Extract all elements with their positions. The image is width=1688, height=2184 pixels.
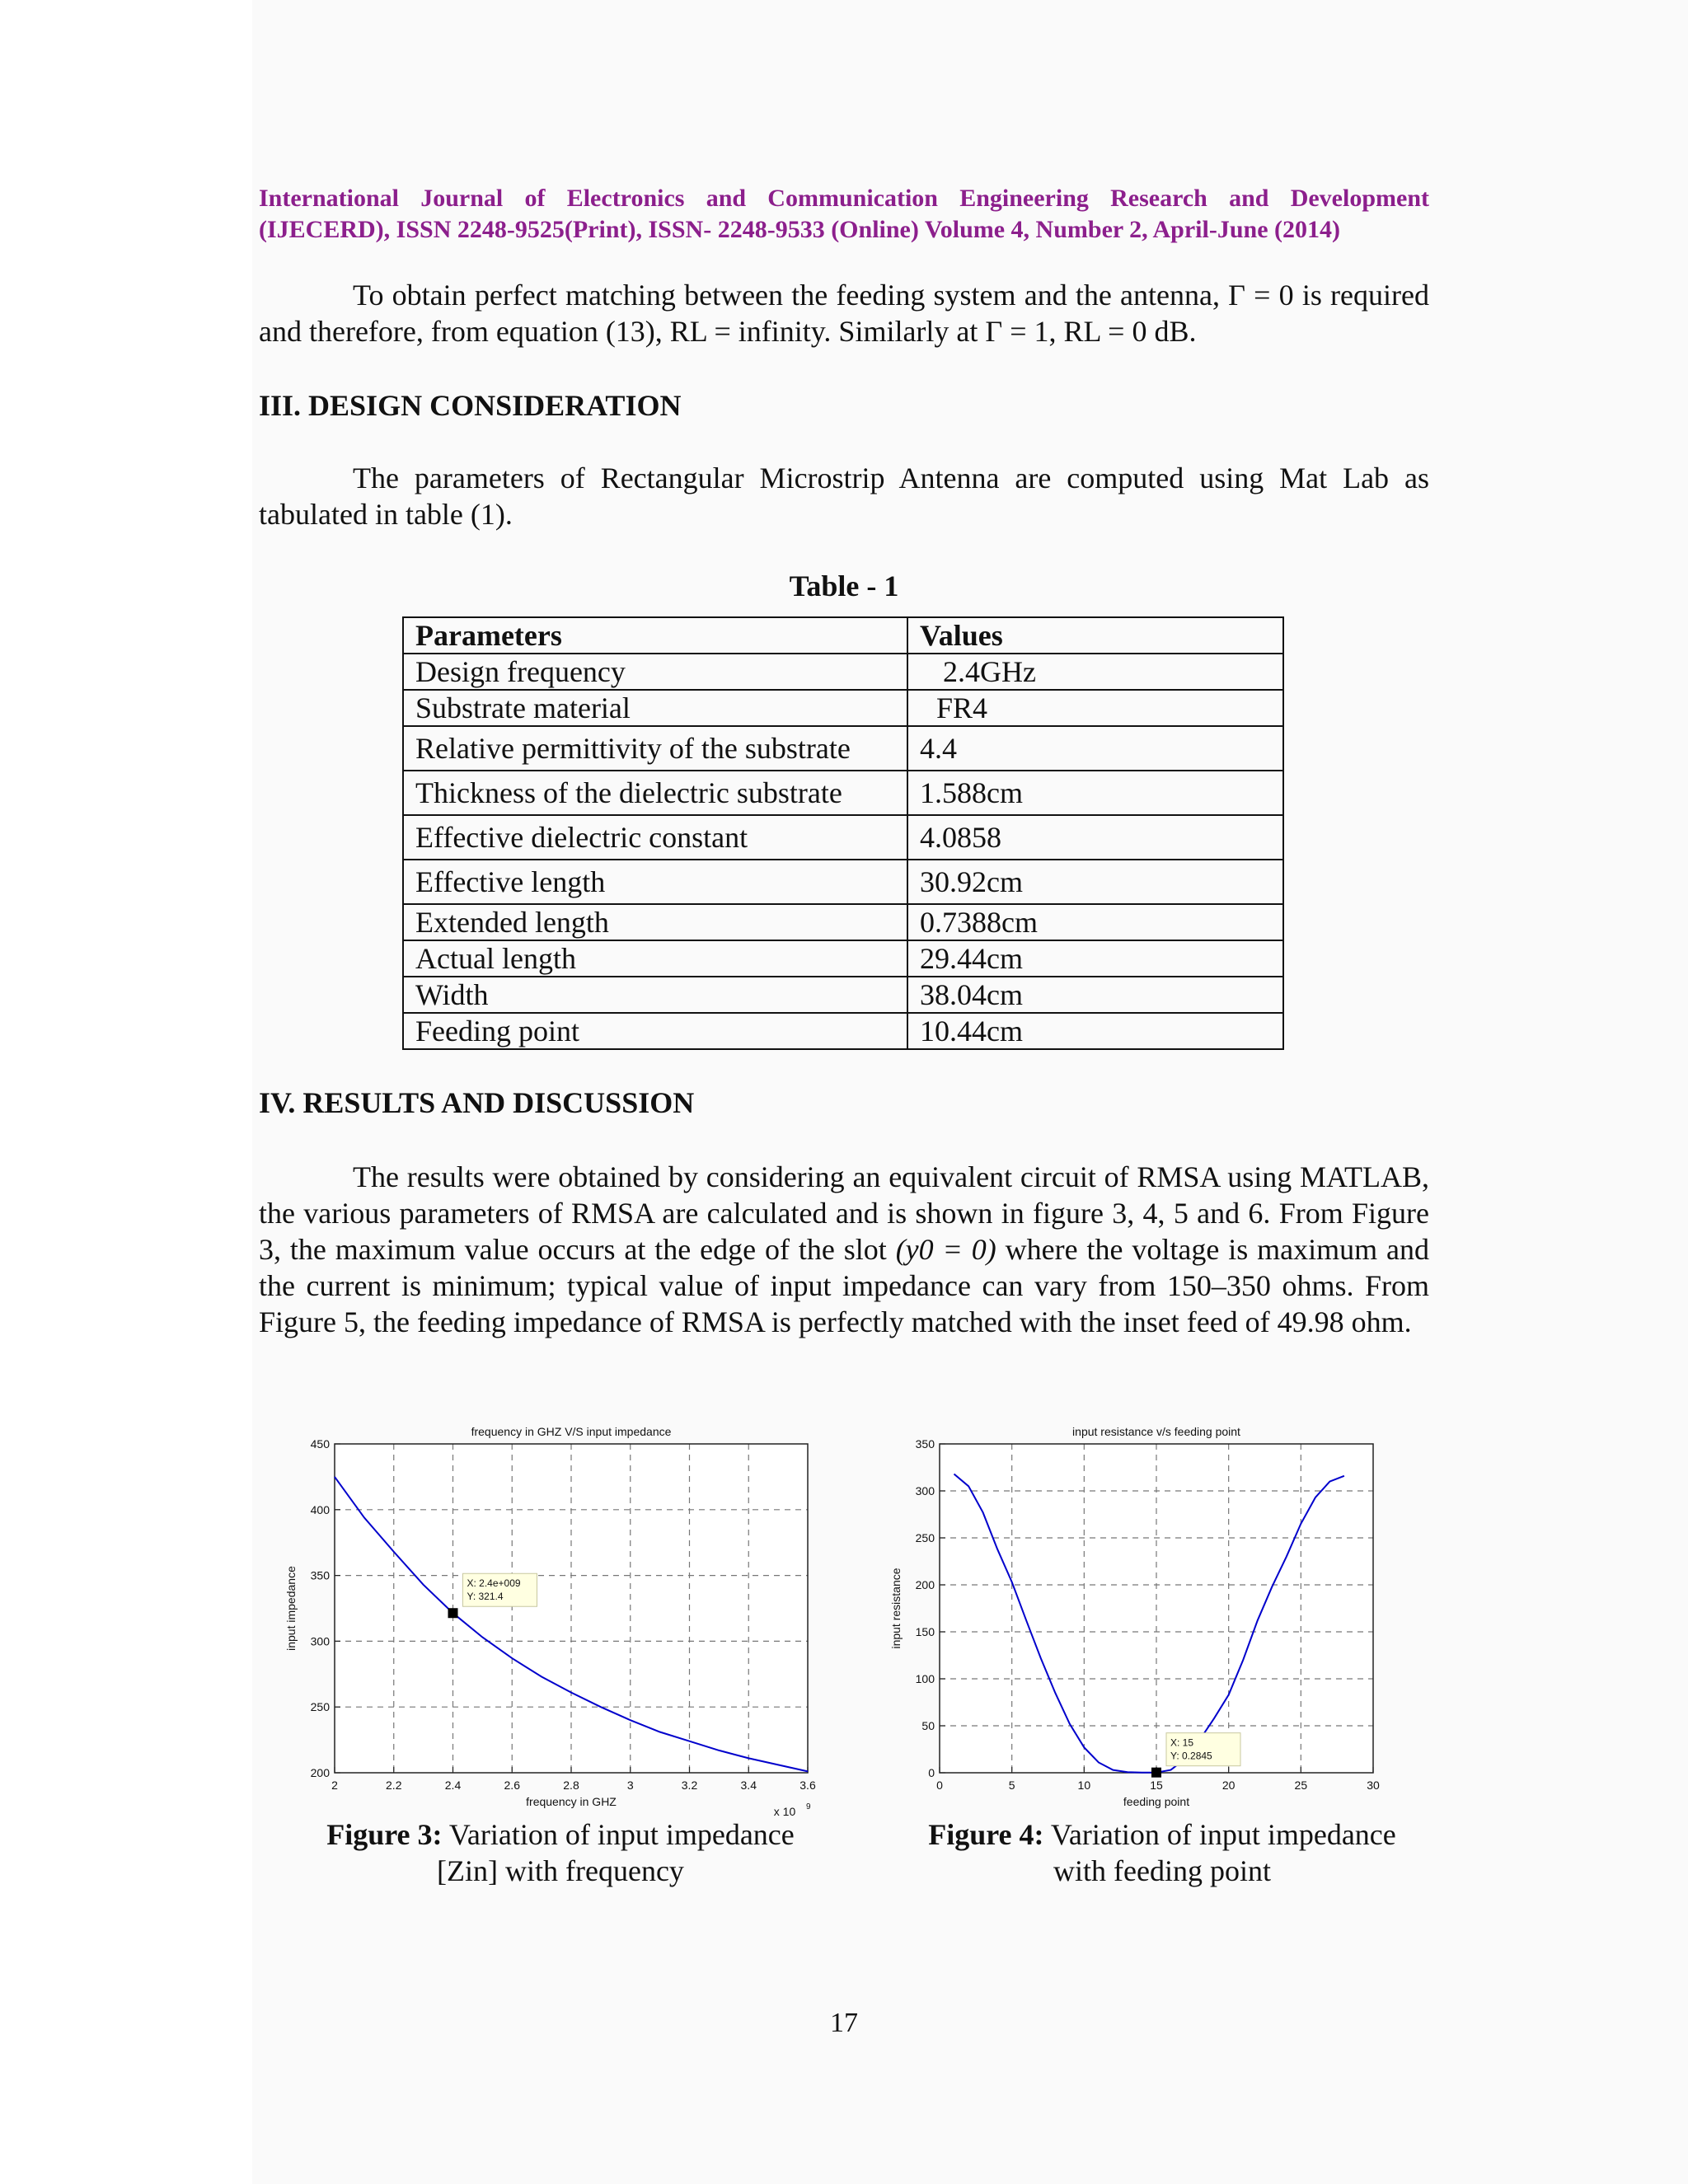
figure4-chart: [882, 1416, 1385, 1821]
table-cell: 2.4GHz: [907, 654, 1283, 690]
chart-title: input resistance v/s feeding point: [1072, 1425, 1240, 1438]
table-cell: Relative permittivity of the substrate: [403, 726, 907, 771]
table-cell: 38.04cm: [907, 977, 1283, 1013]
table-cell: Actual length: [403, 940, 907, 977]
figure4-plot: [882, 1416, 1385, 1821]
x-tick-label: 20: [1221, 1779, 1236, 1792]
table-row: [403, 771, 1283, 815]
x-tick-label: 2: [331, 1779, 338, 1792]
y-axis-label: input resistance: [889, 1568, 903, 1649]
x-tick-label: 15: [1150, 1779, 1163, 1792]
figure3-caption-text: Variation of input impedance [Zin] with frequency: [437, 1818, 795, 1887]
x-tick-label: 3.4: [740, 1779, 757, 1792]
y-tick-label: 350: [310, 1568, 330, 1582]
y-tick-label: 200: [915, 1578, 935, 1591]
table-cell: FR4: [907, 690, 1283, 726]
figure4-caption-text: Variation of input impedance with feeding point: [1050, 1818, 1396, 1887]
table-cell: Effective dielectric constant: [403, 815, 907, 860]
section-heading-results: IV. RESULTS AND DISCUSSION: [259, 1086, 695, 1119]
y-tick-label: 400: [310, 1502, 330, 1516]
y-tick-label: 450: [310, 1437, 330, 1451]
table-caption: Table - 1: [789, 569, 899, 602]
datatip-x: X: 15: [1170, 1736, 1194, 1749]
datatip-marker: [448, 1608, 458, 1618]
table-cell: Design frequency: [403, 654, 907, 690]
table-cell: 29.44cm: [907, 940, 1283, 977]
y-tick-label: 300: [310, 1634, 330, 1648]
table-row: [403, 860, 1283, 904]
table-row: [403, 1013, 1283, 1049]
chart-title: frequency in GHZ V/S input impedance: [471, 1425, 672, 1438]
figure3-chart: [280, 1416, 841, 1821]
x-tick-label: 30: [1367, 1779, 1380, 1792]
table-cell: Extended length: [403, 904, 907, 940]
figure4-label: Figure 4:: [928, 1818, 1044, 1851]
journal-header-line2: (IJECERD), ISSN 2248-9525(Print), ISSN- 2248-9533 (Online) Volume 4, Number 2, April-June (2014): [259, 216, 1341, 243]
journal-header: [259, 183, 1429, 246]
x-tick-label: 25: [1294, 1779, 1308, 1792]
y-tick-label: 300: [915, 1484, 935, 1497]
table-row: [403, 940, 1283, 977]
x-tick-label: 0: [936, 1779, 943, 1792]
table-cell: Effective length: [403, 860, 907, 904]
x-tick-label: 2.4: [444, 1779, 462, 1792]
x-tick-label: 5: [1008, 1779, 1015, 1792]
y-axis-label: input impedance: [284, 1566, 298, 1651]
figure3-caption: [297, 1816, 824, 1889]
table-row: [403, 977, 1283, 1013]
x-tick-label: 2.6: [504, 1779, 520, 1792]
y-tick-label: 200: [310, 1766, 330, 1779]
table-cell: 4.4: [907, 726, 1283, 771]
intro-paragraph-text: To obtain perfect matching between the feeding system and the antenna, Γ = 0 is required and therefore, from equation (13), RL = infinity. Similarly at Γ = 1, RL = 0 dB.: [259, 279, 1429, 348]
table-header-cell: Parameters: [403, 617, 907, 654]
y-tick-label: 0: [928, 1766, 935, 1779]
table-row: [403, 904, 1283, 940]
x-axis-label: feeding point: [1123, 1795, 1190, 1808]
table-cell: 10.44cm: [907, 1013, 1283, 1049]
table-cell: 30.92cm: [907, 860, 1283, 904]
results-text-a: The results were obtained by considering an equivalent circuit of RMSA using MATLAB, the various parameters of RMSA are calculated and is shown in figure 3, 4, 5 and 6. From Figure 3, the maximum value occurs at the edge of the slot: [259, 1160, 1429, 1266]
y-tick-label: 250: [915, 1531, 935, 1544]
table-header-row: [403, 617, 1283, 654]
design-paragraph: [259, 460, 1429, 532]
datatip-marker: [1151, 1768, 1161, 1778]
table-cell: 0.7388cm: [907, 904, 1283, 940]
x-tick-label: 3.2: [681, 1779, 698, 1792]
x-tick-label: 2.8: [563, 1779, 579, 1792]
results-text-equation: (y0 = 0): [895, 1233, 996, 1266]
datatip-x: X: 2.4e+009: [467, 1577, 521, 1590]
table-cell: Thickness of the dielectric substrate: [403, 771, 907, 815]
design-paragraph-text: The parameters of Rectangular Microstrip Antenna are computed using Mat Lab as tabulated in table (1).: [259, 462, 1429, 531]
x-tick-label: 2.2: [386, 1779, 402, 1792]
table-row: [403, 726, 1283, 771]
x-tick-label: 10: [1077, 1779, 1091, 1792]
intro-paragraph: [259, 277, 1429, 349]
x-exponent-label: x 10: [773, 1805, 796, 1818]
table-row: [403, 690, 1283, 726]
table-cell: 4.0858: [907, 815, 1283, 860]
table-cell: Width: [403, 977, 907, 1013]
y-tick-label: 150: [915, 1625, 935, 1638]
table-row: [403, 815, 1283, 860]
parameters-table: [402, 616, 1284, 1050]
x-tick-label: 3: [626, 1779, 634, 1792]
table-cell: 1.588cm: [907, 771, 1283, 815]
y-tick-label: 350: [915, 1437, 935, 1451]
journal-header-line1: International Journal of Electronics and Communication Engineering Research and Development: [259, 185, 1429, 212]
datatip-y: Y: 321.4: [467, 1591, 504, 1603]
table-cell: Feeding point: [403, 1013, 907, 1049]
figure4-caption: [898, 1816, 1426, 1889]
section-heading-design: III. DESIGN CONSIDERATION: [259, 389, 682, 422]
y-tick-label: 250: [310, 1700, 330, 1714]
x-axis-label: frequency in GHZ: [526, 1795, 617, 1808]
results-text-b: where the voltage is maximum and the current is minimum; typical value of input impedance can vary from 150–350 ohms. From Figure 5, the feeding impedance of RMSA is perfectly matched with the inset feed of 49.98 ohm.: [259, 1233, 1430, 1338]
figure3-label: Figure 3:: [326, 1818, 443, 1851]
page-number: 17: [830, 2008, 858, 2038]
results-paragraph: [259, 1159, 1429, 1340]
datatip-y: Y: 0.2845: [1170, 1750, 1212, 1762]
x-exponent-power: 9: [806, 1802, 811, 1811]
x-tick-label: 3.6: [799, 1779, 816, 1792]
table-header-cell: Values: [907, 617, 1283, 654]
figure3-plot: [280, 1416, 841, 1821]
y-tick-label: 50: [921, 1719, 935, 1732]
y-tick-label: 100: [915, 1672, 935, 1685]
table-row: [403, 654, 1283, 690]
table-cell: Substrate material: [403, 690, 907, 726]
